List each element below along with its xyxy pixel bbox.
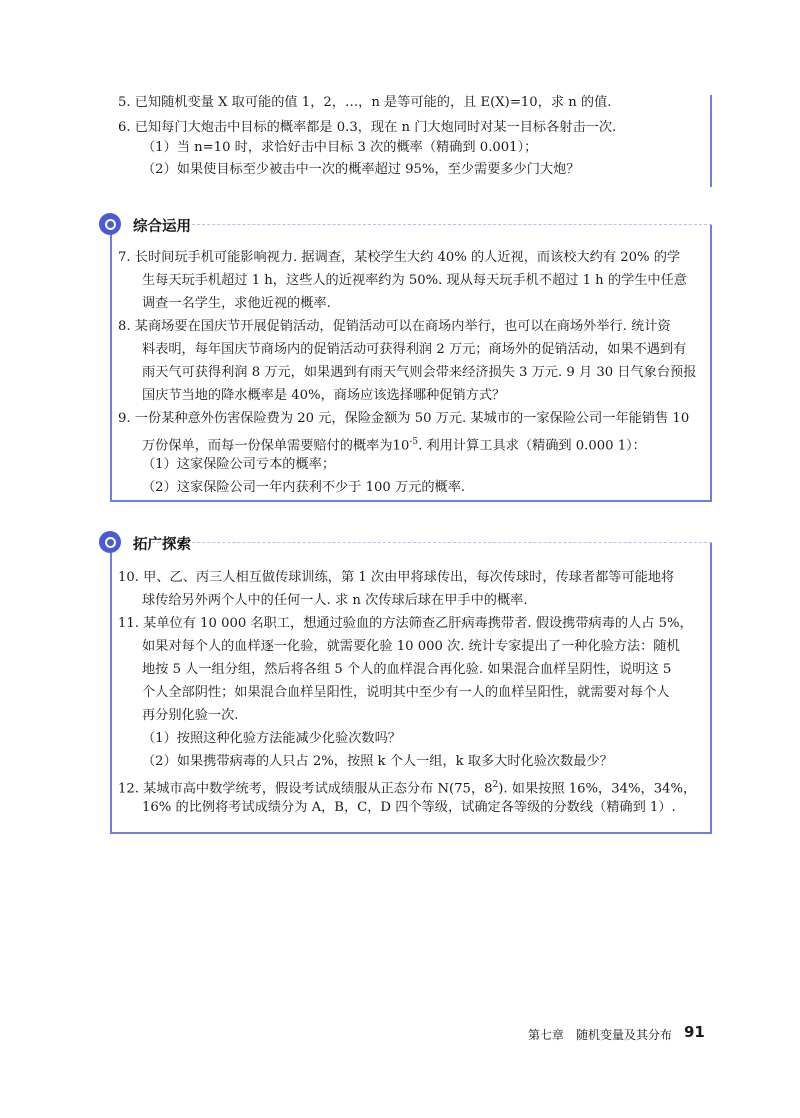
page-number: 91	[684, 1023, 705, 1041]
problem-11-line-3: 地按 5 人一组分组，然后将各组 5 个人的血样混合再化验. 如果混合血样呈阴性，说明这 5	[142, 662, 672, 677]
problem-7-line-1: 7. 长时间玩手机可能影响视力. 据调查，某校学生大约 40% 的人近视，而该校大约有 20% 的学	[118, 250, 681, 265]
section-badge-icon	[99, 213, 121, 235]
problem-9-part-1: （1）这家保险公司亏本的概率；	[142, 457, 336, 472]
problem-10-line-1: 10. 甲、乙、丙三人相互做传球训练，第 1 次由甲将球传出，每次传球时，传球者都等可能地将	[118, 570, 675, 585]
section-badge-icon	[99, 531, 121, 553]
problem-11-line-1: 11. 某单位有 10 000 名职工，想通过验血的方法筛查乙肝病毒携带者. 假设携带病毒的人占 5%，	[118, 616, 693, 631]
problem-10-line-2: 球传给另外两个人中的任何一人. 求 n 次传球后球在甲手中的概率.	[142, 593, 528, 608]
problem-6: 6. 已知每门大炮击中目标的概率都是 0.3，现在 n 门大炮同时对某一目标各射击一次.	[118, 120, 617, 135]
problem-9-line-2: 万份保单，而每一份保单需要赔付的概率为$10^{-5}$. 利用计算工具求（精确到 0.000 1）：	[142, 437, 646, 454]
problem-8-line-2: 料表明，每年国庆节商场内的促销活动可获得利润 2 万元；商场外的促销活动，如果不遇到有	[142, 342, 687, 357]
problem-5: 5. 已知随机变量 X 取可能的值 1，2，…，n 是等可能的，且 E(X)=10，求 n 的值.	[118, 95, 612, 110]
problem-8-line-3: 雨天气可获得利润 8 万元，如果遇到有雨天气则会带来经济损失 3 万元. 9 月 30 日气象台预报	[142, 365, 697, 380]
problem-6-part-1: （1）当 n=10 时，求恰好击中目标 3 次的概率（精确到 0.001）；	[142, 140, 538, 155]
problem-8-line-1: 8. 某商场要在国庆节开展促销活动，促销活动可以在商场内举行，也可以在商场外举行. 统计资	[118, 319, 671, 334]
problem-8-line-4: 国庆节当地的降水概率是 40%，商场应该选择哪种促销方式？	[142, 388, 506, 403]
problem-12-line-2: 16% 的比例将考试成绩分为 A，B，C，D 四个等级，试确定各等级的分数线（精确到 1）.	[142, 800, 676, 815]
problem-7-line-2: 生每天玩手机超过 1 h，这些人的近视率约为 50%. 现从每天玩手机不超过 1 h 的学生中任意	[142, 273, 687, 288]
problem-11-part-2: （2）如果携带病毒的人只占 2%，按照 k 个人一组，k 取多大时化验次数最少？	[142, 754, 613, 769]
problem-12-line-1: 12. 某城市高中数学统考，假设考试成绩服从正态分布 N(75，$8^2$). 如果按照 16%，34%，34%，	[118, 780, 697, 797]
problem-6-part-2: （2）如果使目标至少被击中一次的概率超过 95%，至少需要多少门大炮？	[142, 162, 580, 177]
problem-9-part-2: （2）这家保险公司一年内获利不少于 100 万元的概率.	[142, 480, 466, 495]
problem-11-line-5: 再分别化验一次.	[142, 708, 239, 723]
problem-9-line-1: 9. 一份某种意外伤害保险费为 20 元，保险金额为 50 万元. 某城市的一家保险公司一年能销售 10	[118, 411, 690, 426]
problem-7-line-3: 调查一名学生，求他近视的概率.	[142, 296, 331, 311]
problem-11-line-4: 个人全部阴性；如果混合血样呈阳性，说明其中至少有一人的血样呈阳性，就需要对每个人	[142, 685, 670, 700]
section-title-explore: 拓广探索	[133, 537, 191, 553]
problem-11-line-2: 如果对每个人的血样逐一化验，就需要化验 10 000 次. 统计专家提出了一种化验方法：随机	[142, 639, 680, 654]
chapter-footer: 第七章 随机变量及其分布	[528, 1028, 673, 1042]
section-title-comprehensive: 综合运用	[133, 219, 191, 235]
problem-11-part-1: （1）按照这种化验方法能减少化验次数吗？	[142, 731, 401, 746]
